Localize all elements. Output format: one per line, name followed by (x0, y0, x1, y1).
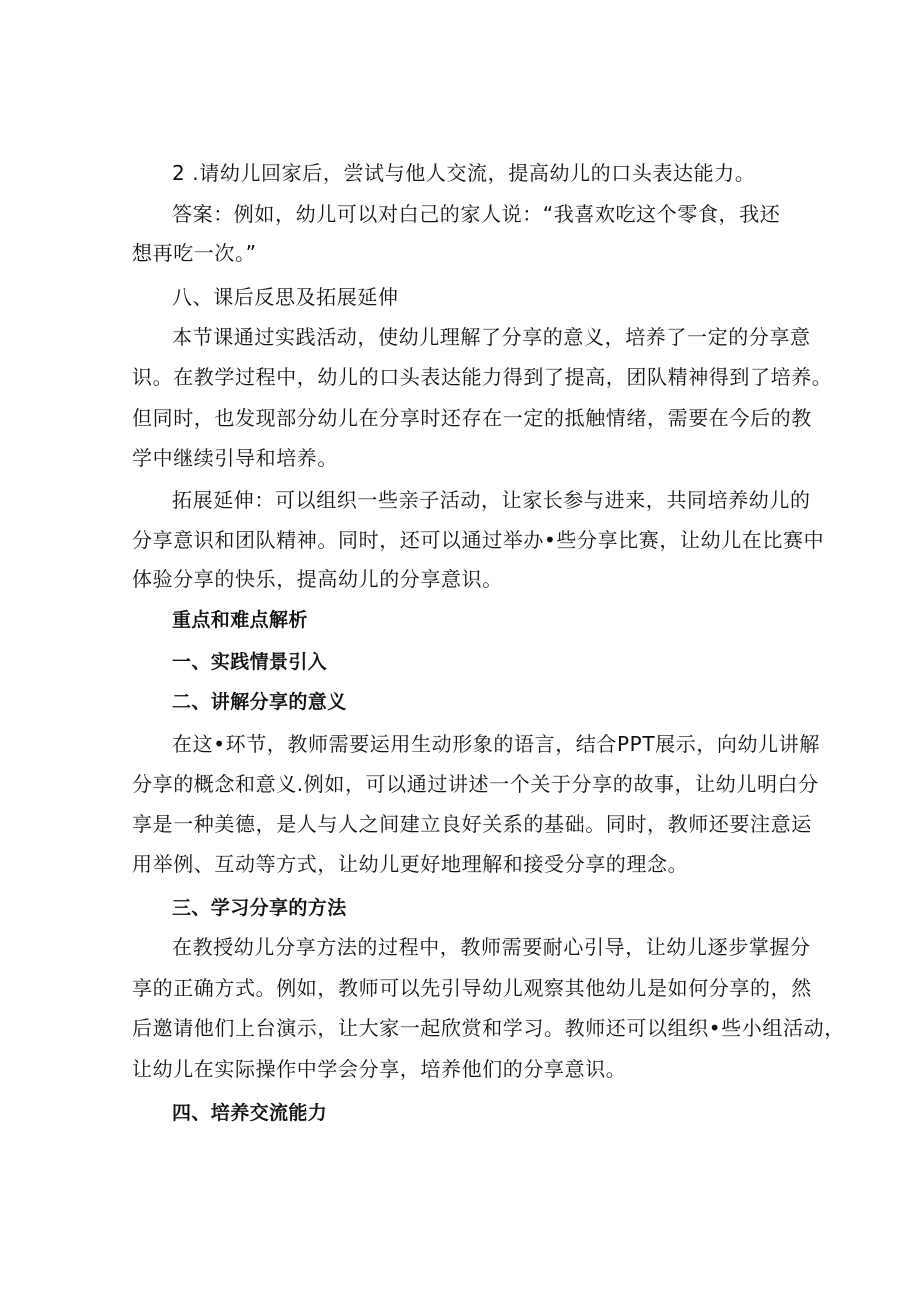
extension-line-3: 体验分享的快乐，提高幼儿的分享意识。 (132, 567, 503, 591)
reflection-line-1: 本节课通过实践活动，使幼儿理解了分享的意义，培养了一定的分享意 (172, 325, 811, 349)
meaning-line-2: 分享的概念和意义.例如，可以通过讲述一个关于分享的故事，让幼儿明白分 (132, 772, 819, 796)
section-heading-2: 二、讲解分享的意义 (172, 691, 347, 713)
section-heading-1: 一、实践情景引入 (172, 651, 328, 673)
method-line-3: 后邀请他们上台演示，让大家一起欣赏和学习。教师还可以组织•些小组活动， (132, 1016, 845, 1040)
section-heading-3: 三、学习分享的方法 (172, 897, 347, 919)
reflection-line-4: 学中继续引导和培养。 (132, 446, 338, 470)
method-line-1: 在教授幼儿分享方法的过程中，教师需要耐心引导，让幼儿逐步掌握分 (172, 935, 811, 959)
meaning-line-4: 用举例、互动等方式，让幼儿更好地理解和接受分享的理念。 (132, 852, 689, 876)
method-line-2: 享的正确方式。例如，教师可以先引导幼儿观察其他幼儿是如何分享的，然 (132, 976, 812, 1000)
answer-line-1: 答案：例如，幼儿可以对白己的家人说：“我喜欢吃这个零食，我还 (172, 202, 781, 226)
extension-line-2: 分享意识和团队精神。同时，还可以通过举办•些分享比赛，让幼儿在比赛中 (132, 528, 825, 552)
section-heading-8: 八、课后反思及拓展延伸 (172, 285, 399, 309)
method-line-4: 让幼儿在实际操作中学会分享，培养他们的分享意识。 (132, 1057, 627, 1081)
paragraph-item-2: 2 .请幼儿回家后，尝试与他人交流，提高幼儿的口头表达能力。 (172, 161, 756, 185)
meaning-line-1: 在这•环节，教师需要运用生动形象的语言，结合PPT展示，向幼儿讲解 (172, 732, 820, 756)
meaning-line-3: 享是一种美德，是人与人之间建立良好关系的基础。同时，教师还要注意运 (132, 812, 812, 836)
reflection-line-2: 识。在教学过程中，幼儿的口头表达能力得到了提高，团队精神得到了培养。 (132, 365, 833, 389)
section-heading-key-points: 重点和难点解析 (172, 609, 308, 631)
answer-line-2: 想再吃一次。” (132, 241, 257, 265)
reflection-line-3: 但同时，也发现部分幼儿在分享时还存在一定的抵触情绪，需要在今后的教 (132, 406, 812, 430)
section-heading-4: 四、培养交流能力 (172, 1102, 328, 1124)
extension-line-1: 拓展延伸：可以组织一些亲子活动，让家长参与进来，共同培养幼儿的 (172, 488, 811, 512)
